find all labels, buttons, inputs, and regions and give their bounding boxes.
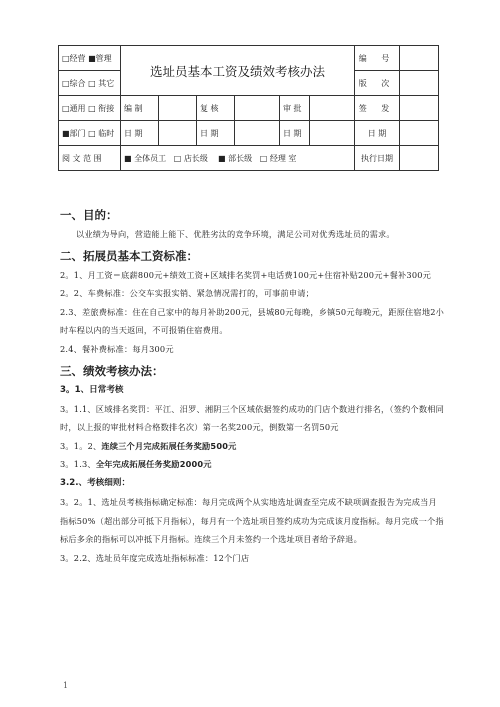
category-row-4: ■部门 □ 临时	[59, 121, 121, 146]
section-1-text: 以业绩为导向，营造能上能下、优胜劣汰的竞争环境，满足公司对优秀选址员的需求。	[76, 229, 395, 239]
exec-date-value	[400, 146, 439, 171]
exec-date-label: 执行日期	[355, 146, 400, 171]
number-label: 编 号	[355, 46, 400, 71]
version-value	[400, 71, 439, 96]
document-title: 选址员基本工资及绩效考核办法	[121, 46, 355, 96]
number-value	[400, 46, 439, 71]
date-value-1	[159, 121, 197, 146]
section-2-item-4: 2.4、餐补费标准：每月300元	[60, 343, 174, 354]
approve-value	[310, 96, 355, 121]
section-3-1-3: 3。1.3、全年完成拓展任务奖励2000元	[60, 459, 212, 470]
scope-store-manager: □ 店长级	[173, 153, 208, 163]
page-number: 1	[63, 681, 69, 690]
version-label: 版 次	[355, 71, 400, 96]
section-2-item-1: 2。1、月工资＝底薪800元+绩效工资+区域排名奖罚+电话费100元+住宿补贴200元+餐补300元	[60, 269, 432, 280]
section-2-item-2: 2。2、车费标准：公交车实报实销、紧急情况需打的，可事前申请；	[60, 288, 315, 299]
approve-label: 审 批	[280, 96, 310, 121]
date-label-3: 日 期	[280, 121, 310, 146]
scope-label: 阅 文 范 围	[59, 146, 121, 171]
document-body	[60, 206, 444, 567]
date-value-2	[235, 121, 280, 146]
section-3-1-heading: 3。1、日常考核	[60, 384, 124, 395]
date-label-1: 日 期	[121, 121, 159, 146]
category-row-1: □经营 ■管理	[59, 46, 121, 71]
date-value-3	[310, 121, 355, 146]
date-label-4: 日 期	[355, 121, 400, 146]
date-label-2: 日 期	[197, 121, 235, 146]
section-3-1-1: 3。1.1、区域排名奖罚：平江、汨罗、湘阴三个区域依据签约成功的门店个数进行排名，（签约个数相同时，以上报的审批材料合格数排名次）第一名奖200元，倒数第一名罚50元	[60, 403, 444, 433]
section-1-heading: 一、目的：	[60, 208, 118, 222]
date-value-4	[400, 121, 439, 146]
scope-options	[121, 146, 355, 171]
review-label: 复 核	[197, 96, 235, 121]
header-form-table	[58, 45, 439, 171]
section-2-item-3: 2.3、差旅费标准：住在自己家中的每月补助200元，县城80元每晚，乡镇50元每晚元，距原住宿地2小时车程以内的当天返回，不可报销住宿费用。	[60, 306, 445, 336]
section-3-2-heading: 3.2.、考核细则：	[60, 477, 131, 488]
scope-manager-office: □ 经理 室	[259, 153, 297, 163]
scope-department-head: ■ 部长级	[218, 153, 253, 163]
sign-label: 签 发	[355, 96, 400, 121]
category-row-3: □通用 □ 衔接	[59, 96, 121, 121]
section-3-2-1: 3。2。1、选址员考核指标确定标准：每月完成两个从实地选址调查至完成不缺项调查报告为完成当月指标50%（超出部分可抵下月指标），每月有一个选址项目签约成功为完成该月度指标。每月完成一个指标后多余的指标可以冲抵下月指标。连续三个月未签约一个选址项目者给予辞退。	[60, 496, 444, 545]
edit-value	[159, 96, 197, 121]
sign-value	[400, 96, 439, 121]
section-2-heading: 二、拓展员基本工资标准：	[60, 248, 198, 263]
scope-all-staff: ■ 全体员工	[124, 153, 167, 163]
section-3-2-2: 3。2.2、选址员年度完成选址指标标准：12个门店	[60, 552, 250, 563]
section-3-1-2: 3。1。2、连续三个月完成拓展任务奖励500元	[60, 440, 237, 451]
section-3-heading: 三、绩效考核办法：	[60, 363, 164, 378]
category-row-2: □综合 □ 其它	[59, 71, 121, 96]
review-value	[235, 96, 280, 121]
edit-label: 编 制	[121, 96, 159, 121]
